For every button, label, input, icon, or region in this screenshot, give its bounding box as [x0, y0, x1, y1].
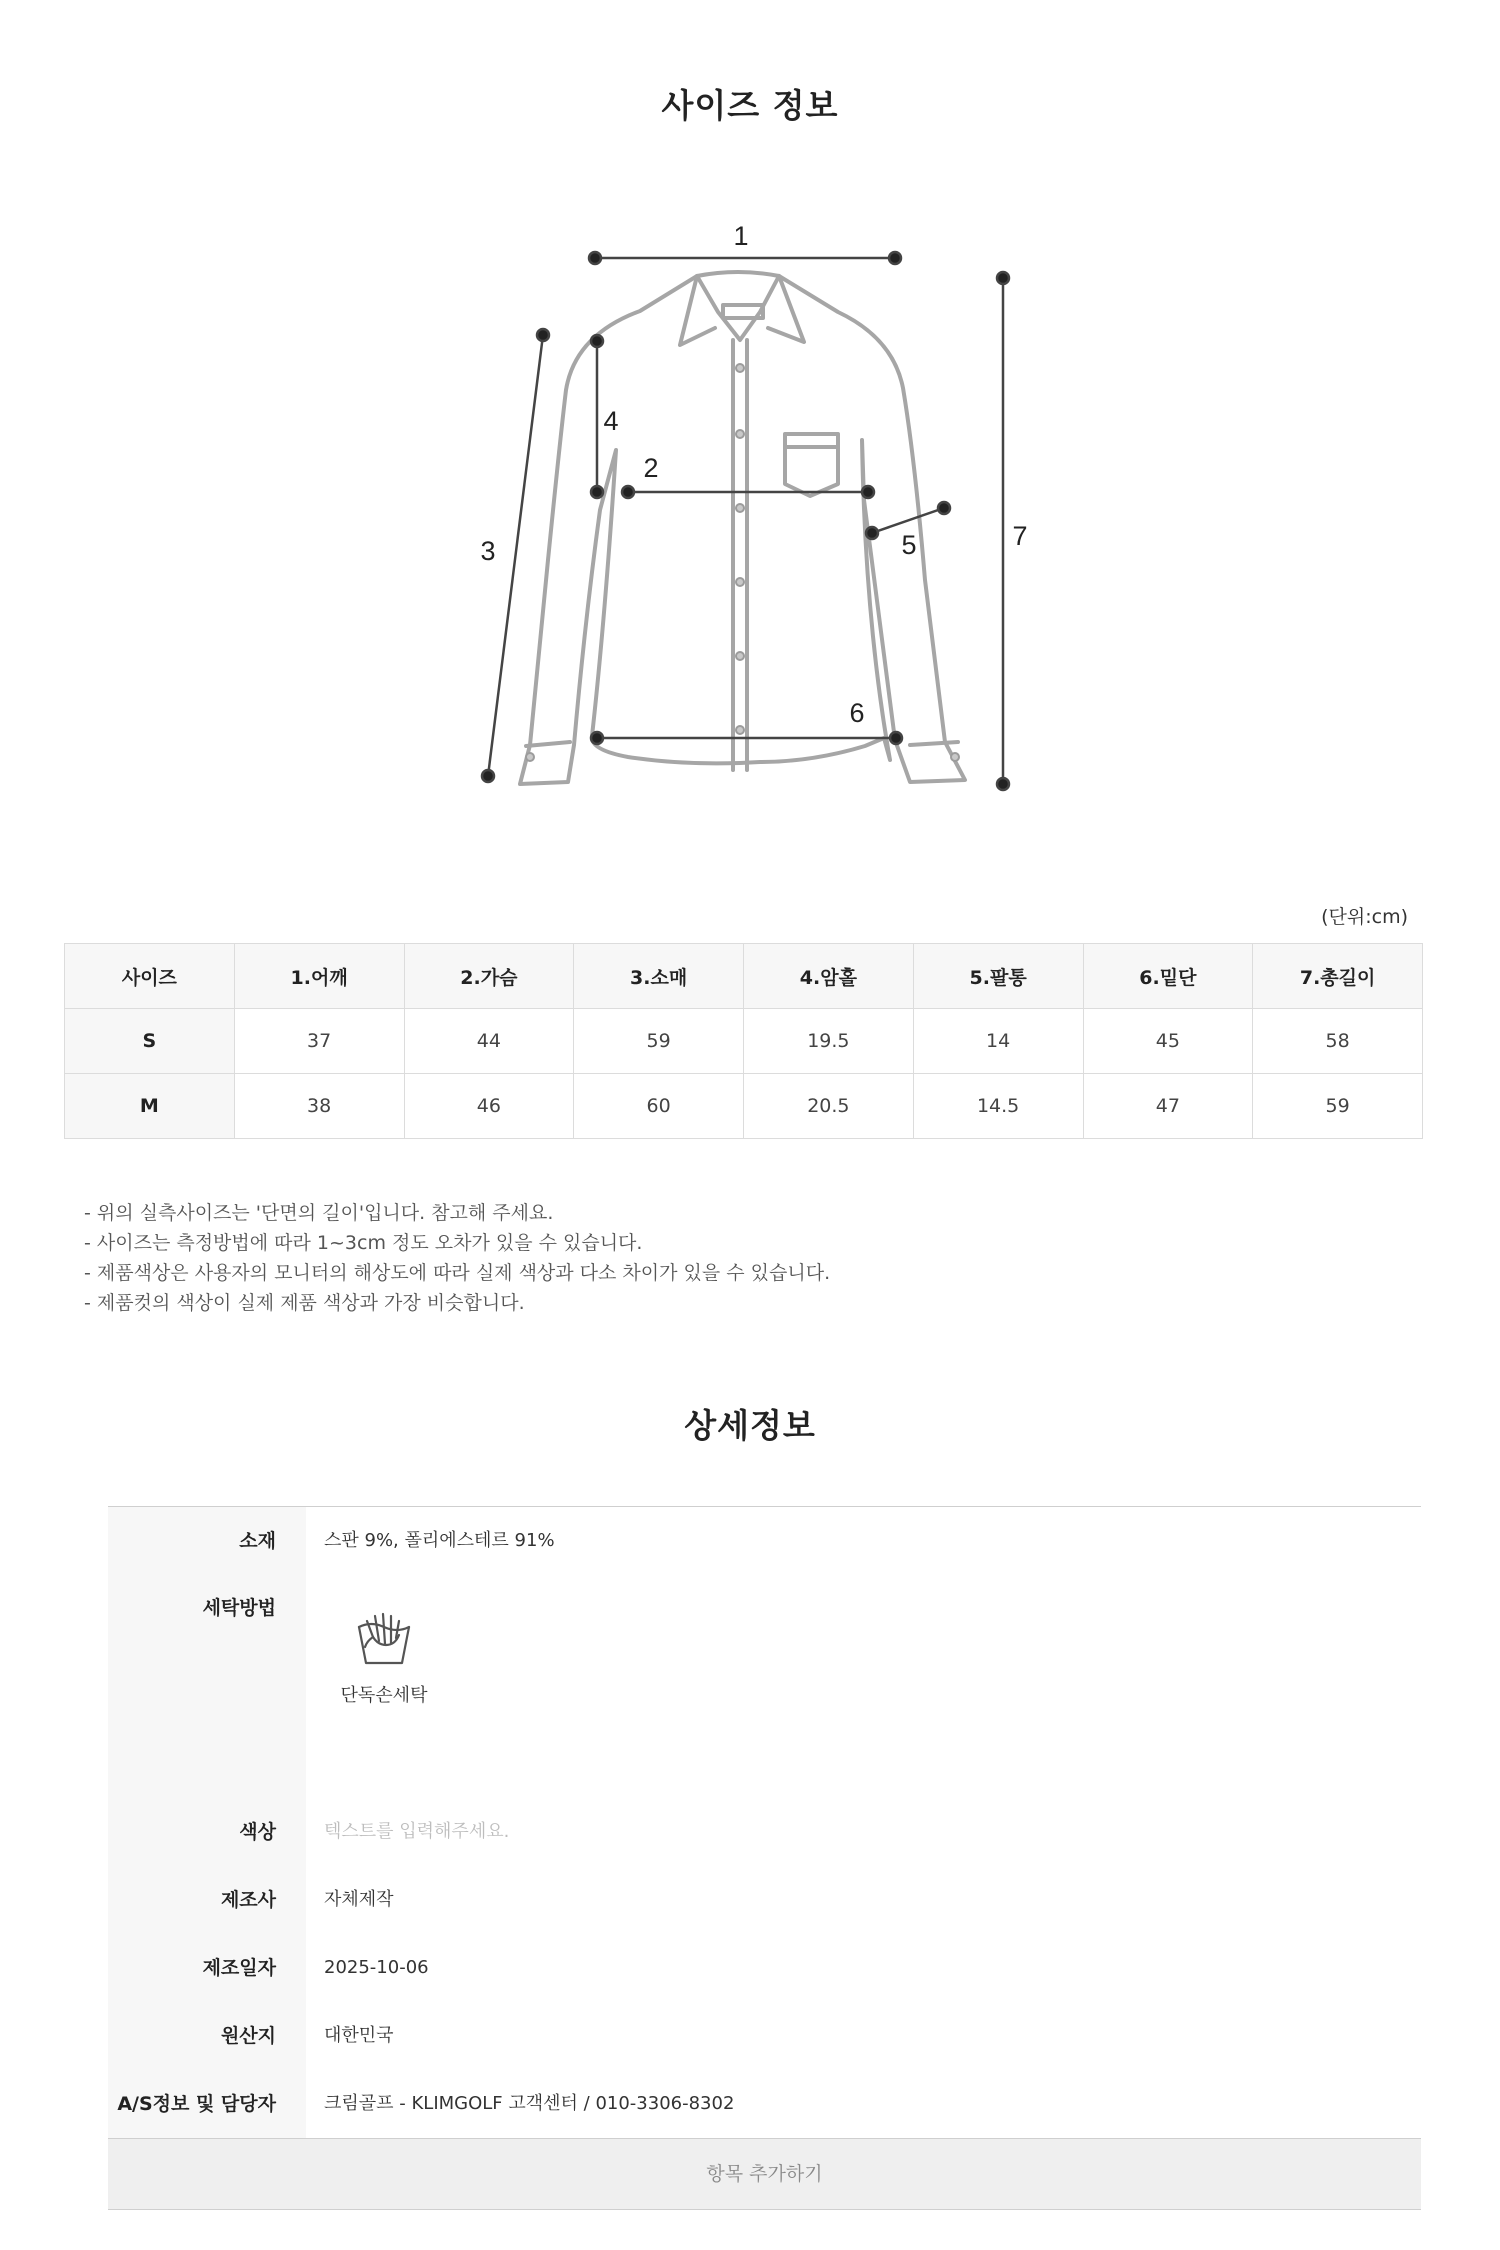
- size-table: [64, 943, 1423, 1139]
- value-cell: 38: [234, 1074, 404, 1139]
- measure-label-2: 2: [643, 453, 659, 483]
- measure-label-1: 1: [733, 221, 749, 251]
- note-item: - 사이즈는 측정방법에 따라 1~3cm 정도 오차가 있을 수 있습니다.: [84, 1232, 643, 1254]
- header-armhole: 4.암홀: [744, 944, 914, 1009]
- value-cell: 19.5: [744, 1009, 914, 1074]
- note-item: - 제품컷의 색상이 실제 제품 색상과 가장 비슷합니다.: [84, 1292, 525, 1314]
- color-label: 색상: [108, 1798, 306, 1866]
- detail-row-material: [108, 1507, 1421, 1575]
- origin-value: 대한민국: [324, 2025, 394, 2046]
- value-cell: 14.5: [913, 1074, 1083, 1139]
- size-notes: [84, 1198, 830, 1318]
- table-row: [65, 1009, 1423, 1074]
- value-cell: 45: [1083, 1009, 1253, 1074]
- size-cell: M: [65, 1074, 235, 1139]
- detail-row-date: [108, 1934, 1421, 2002]
- date-value: 2025-10-06: [324, 1957, 429, 1978]
- value-cell: 14: [913, 1009, 1083, 1074]
- measure-label-6: 6: [849, 698, 865, 728]
- header-sleeve: 3.소매: [574, 944, 744, 1009]
- maker-value: 자체제작: [324, 1889, 394, 1910]
- hand-wash-icon: [353, 1607, 415, 1669]
- header-total-length: 7.총길이: [1253, 944, 1423, 1009]
- origin-label: 원산지: [108, 2002, 306, 2070]
- value-cell: 46: [404, 1074, 574, 1139]
- measurement-labels: [480, 221, 1027, 728]
- note-item: - 위의 실측사이즈는 '단면의 길이'입니다. 참고해 주세요.: [84, 1202, 554, 1224]
- as-value: 크림골프 - KLIMGOLF 고객센터 / 010-3306-8302: [324, 2093, 735, 2114]
- measure-label-5: 5: [901, 530, 917, 560]
- value-cell: 44: [404, 1009, 574, 1074]
- measure-label-4: 4: [603, 406, 619, 436]
- measure-label-7: 7: [1012, 521, 1028, 551]
- wash-method: [324, 1607, 444, 1709]
- value-cell: 60: [574, 1074, 744, 1139]
- table-row: [65, 1074, 1423, 1139]
- header-hem: 6.밑단: [1083, 944, 1253, 1009]
- detail-row-origin: [108, 2002, 1421, 2070]
- value-cell: 59: [1253, 1074, 1423, 1139]
- value-cell: 58: [1253, 1009, 1423, 1074]
- note-item: - 제품색상은 사용자의 모니터의 해상도에 따라 실제 색상과 다소 차이가 있을 수 있습니다.: [84, 1262, 831, 1284]
- detail-row-color: [108, 1798, 1421, 1866]
- size-cell: S: [65, 1009, 235, 1074]
- value-cell: 37: [234, 1009, 404, 1074]
- date-label: 제조일자: [108, 1934, 306, 2002]
- as-label: A/S정보 및 담당자: [108, 2070, 306, 2138]
- shirt-buttons: [526, 364, 959, 761]
- value-cell: 20.5: [744, 1074, 914, 1139]
- maker-label: 제조사: [108, 1866, 306, 1934]
- color-placeholder[interactable]: 텍스트를 입력해주세요.: [324, 1821, 510, 1842]
- detail-row-maker: [108, 1866, 1421, 1934]
- material-value: 스판 9%, 폴리에스테르 91%: [324, 1530, 555, 1551]
- detail-row-wash: [108, 1575, 1421, 1798]
- header-size: 사이즈: [65, 944, 235, 1009]
- detail-row-as: [108, 2070, 1421, 2138]
- shirt-outline: [520, 272, 965, 784]
- header-arm-width: 5.팔통: [913, 944, 1083, 1009]
- wash-label: 세탁방법: [108, 1575, 306, 1798]
- wash-value: [306, 1575, 1421, 1798]
- detail-info-title: 상세정보: [684, 1406, 816, 1445]
- unit-note: (단위:cm): [1321, 906, 1408, 928]
- value-cell: 59: [574, 1009, 744, 1074]
- measure-label-3: 3: [480, 536, 496, 566]
- add-item-button[interactable]: 항목 추가하기: [108, 2138, 1421, 2210]
- value-cell: 47: [1083, 1074, 1253, 1139]
- detail-info-table: [108, 1506, 1421, 2210]
- header-shoulder: 1.어깨: [234, 944, 404, 1009]
- wash-method-label: 단독손세탁: [340, 1685, 428, 1706]
- shirt-measurement-diagram: [0, 190, 1500, 830]
- size-table-header-row: [65, 944, 1423, 1009]
- material-label: 소재: [108, 1507, 306, 1575]
- header-chest: 2.가슴: [404, 944, 574, 1009]
- size-info-title: 사이즈 정보: [661, 86, 839, 125]
